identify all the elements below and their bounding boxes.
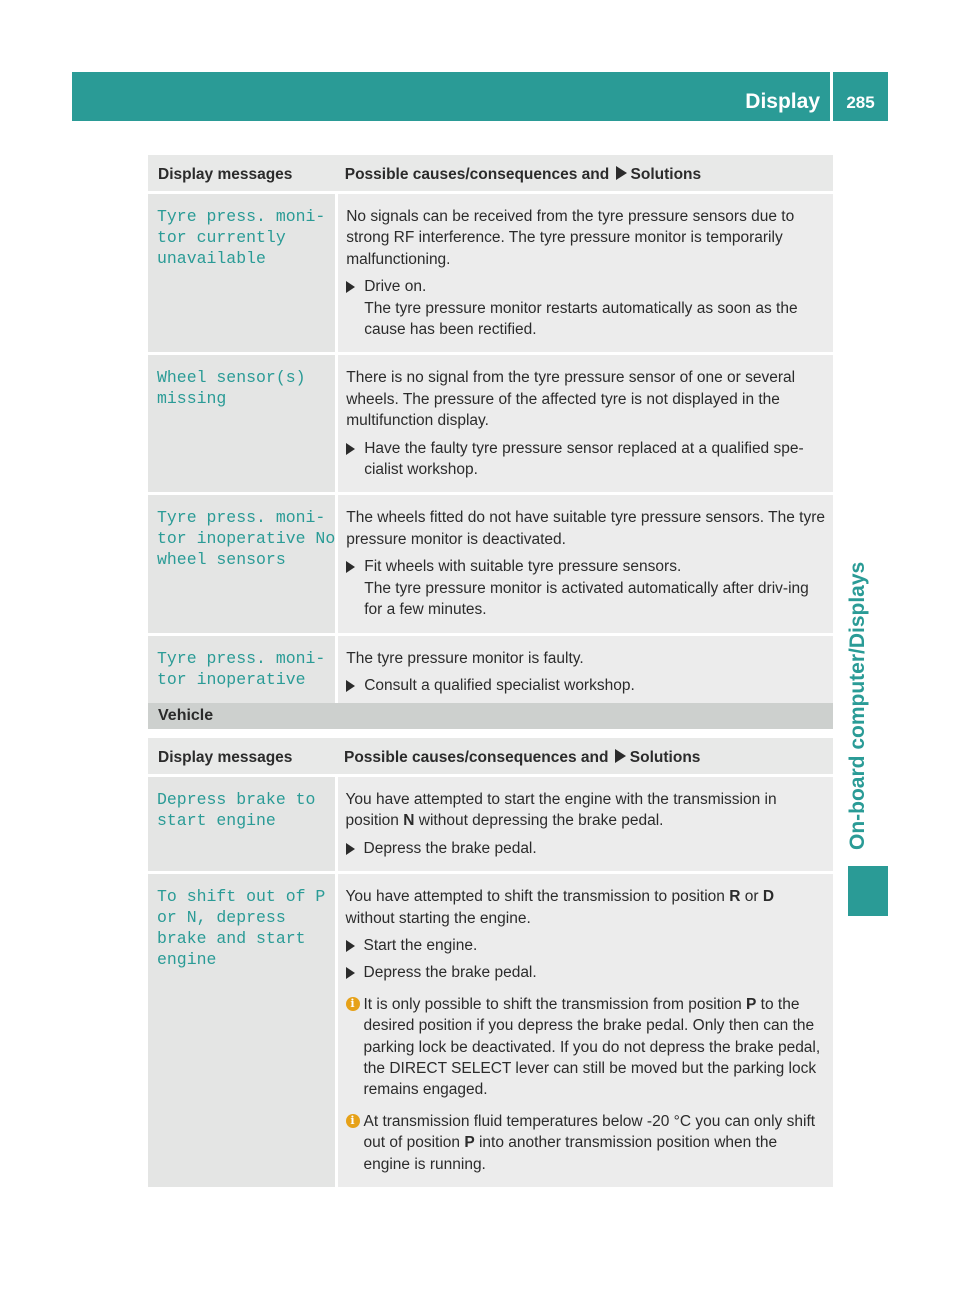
solution-cell (336, 874, 833, 1187)
solution-step (346, 838, 828, 859)
column-header-causes (337, 155, 833, 191)
step-arrow-icon (346, 443, 355, 455)
cause-description (346, 789, 828, 832)
note-text: It is only possible to shift the transmission from position (363, 995, 742, 1013)
step-text: Start the engine. (363, 937, 478, 955)
display-message (148, 355, 337, 492)
gear-position-p: P (464, 1134, 475, 1152)
table-row (148, 874, 833, 1187)
solution-cell (337, 495, 833, 632)
step-arrow-icon (346, 843, 355, 855)
info-note (346, 994, 828, 1101)
solution-step (346, 438, 827, 481)
step-arrow-icon (346, 680, 355, 692)
step-text: Fit wheels with suitable tyre pressure sensors. (364, 558, 682, 576)
column-header-causes-text: Possible causes/consequences and (344, 749, 609, 766)
note-text: At transmission fluid temperatures below -20 °C you can only shift out of position (363, 1112, 816, 1152)
solution-cell (337, 355, 833, 492)
solution-cell (337, 636, 833, 709)
gear-position-d: D (762, 888, 775, 906)
side-tab-marker (848, 866, 888, 916)
cause-text: without depressing the brake pedal. (418, 812, 664, 830)
display-message-text: Wheel sensor(s) missing (157, 368, 306, 409)
cause-text: You have attempted to shift the transmission to position (345, 888, 725, 906)
solution-cell (336, 777, 833, 871)
table-row (148, 355, 833, 492)
side-tab-label: On-board computer/Displays (846, 561, 869, 850)
column-header-solutions-text: Solutions (630, 166, 702, 183)
section-heading-vehicle: Vehicle (148, 703, 833, 729)
display-message (148, 495, 337, 632)
note-text: into another transmission position when the engine is running. (363, 1134, 778, 1173)
table-row (148, 194, 833, 352)
column-header-causes (336, 738, 833, 774)
solution-step (346, 935, 828, 956)
display-message (148, 874, 336, 1187)
step-arrow-icon (346, 940, 355, 952)
cause-description: There is no signal from the tyre pressure sensor of one or several wheels. The pressure of the affected tyre is not displayed in the multifunction display. (346, 369, 796, 430)
table-row (148, 777, 833, 871)
step-arrow-icon (346, 281, 355, 293)
table-header-row (148, 155, 833, 191)
play-arrow-icon (615, 749, 626, 763)
step-arrow-icon (346, 967, 355, 979)
or-text: or (744, 888, 759, 906)
display-message-text: Tyre press. moni‐ tor currently unavailable (157, 207, 326, 268)
page-section-title: Display messages (718, 90, 820, 141)
display-message-text: To shift out of P or N, depress brake and start engine (157, 887, 326, 970)
play-arrow-icon (616, 166, 627, 180)
table-row (148, 636, 833, 709)
step-detail: The tyre pressure monitor is activated automatically after driv-ing for a few minutes. (364, 579, 809, 619)
cause-text: without starting the engine. (345, 909, 531, 927)
info-icon: i (346, 997, 360, 1011)
cause-description (346, 886, 828, 929)
column-header-causes-text: Possible causes/consequences and (344, 166, 610, 183)
cause-description: The tyre pressure monitor is faulty. (346, 649, 584, 667)
cause-description: No signals can be received from the tyre pressure sensors due to strong RF interference. The tyre pressure monitor is temporarily malfunctioning. (346, 208, 795, 268)
step-text: Drive on. (364, 278, 427, 296)
display-message-text: Tyre press. moni‐ tor inoperative No wheel sensors (157, 508, 336, 570)
display-message-text: Tyre press. moni‐ tor inoperative (157, 648, 326, 689)
solution-step (346, 675, 827, 696)
info-icon: i (346, 1114, 360, 1128)
table-header-row (148, 738, 833, 774)
note-text: to the desired position if you depress the brake pedal. Only then can the parking lock be deactivated. If you do not depress the brake pedal, the DIRECT SELECT lever can still be moved but the parking lock remains engaged. (363, 995, 821, 1099)
solution-step (346, 276, 827, 340)
column-header-display-messages: Display messages (148, 738, 336, 774)
step-text: Depress the brake pedal. (363, 964, 537, 982)
display-message (148, 777, 336, 871)
column-header-solutions-text: Solutions (629, 749, 701, 766)
step-text: Depress the brake pedal. (363, 839, 537, 857)
display-message (148, 194, 337, 352)
step-text: Have the faulty tyre pressure sensor replaced at a qualified spe-cialist workshop. (364, 439, 804, 479)
gear-position-p: P (746, 995, 757, 1013)
vehicle-table (148, 738, 833, 1187)
display-message-text: Depress brake to start engine (157, 790, 316, 830)
step-arrow-icon (346, 561, 355, 573)
solution-cell (337, 194, 833, 352)
column-header-display-messages: Display messages (148, 155, 337, 191)
solution-step (346, 962, 828, 983)
page-number: 285 (846, 93, 875, 112)
cause-description: The wheels fitted do not have suitable tyre pressure sensors. The tyre pressure monitor is deactivated. (346, 509, 825, 548)
tyre-pressure-table (148, 155, 833, 708)
step-text: Consult a qualified specialist workshop. (364, 676, 635, 694)
gear-position-r: R (729, 888, 741, 906)
gear-position-n: N (403, 812, 415, 830)
step-detail: The tyre pressure monitor restarts automatically as soon as the cause has been rectified. (364, 299, 798, 339)
display-message (148, 636, 337, 709)
solution-step (346, 556, 827, 620)
table-row (148, 495, 833, 632)
cause-text: You have attempted to start the engine with the transmission in position (345, 791, 777, 830)
info-note (346, 1111, 828, 1175)
